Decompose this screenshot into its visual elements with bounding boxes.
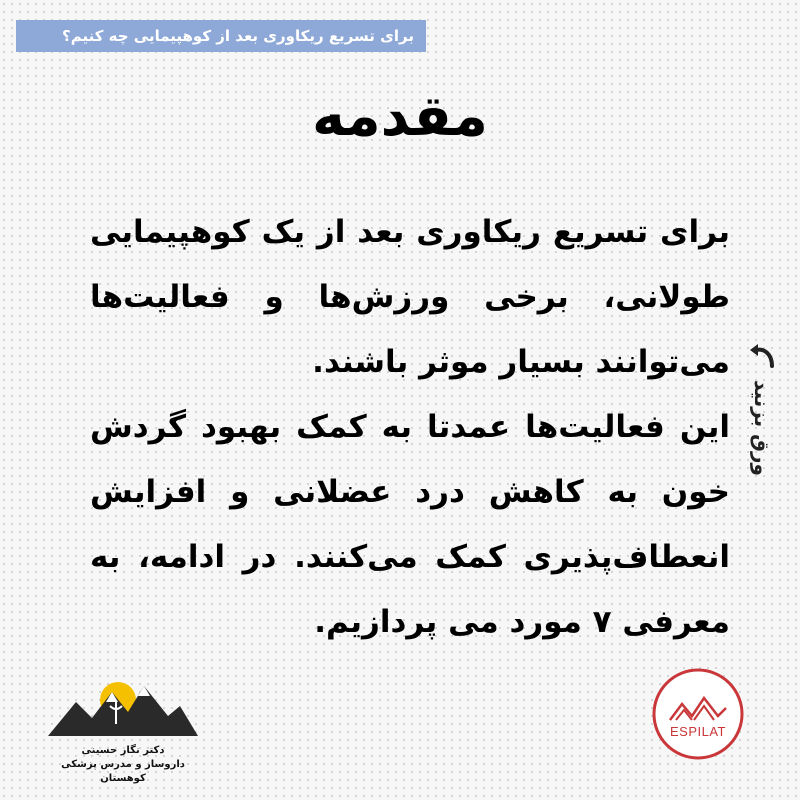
header-text: برای تسریع ریکاوری بعد از کوهپیمایی چه کنیم؟: [62, 27, 414, 45]
page-title: مقدمه: [312, 84, 488, 149]
body-text: [90, 200, 730, 655]
brand-left: [48, 672, 198, 782]
header-bar: [16, 20, 426, 52]
brand-right: [648, 664, 748, 764]
swipe-hint[interactable]: [742, 340, 782, 540]
author-subtitle: داروساز و مدرس پزشکی کوهستان: [61, 759, 185, 784]
paragraph-1: برای تسریع ریکاوری بعد از یک کوهپیمایی طولانی، برخی ورزش‌ها و فعالیت‌ها می‌توانند بسیار موثر باشند.: [90, 214, 730, 380]
paragraph-2: این فعالیت‌ها عمدتا به کمک بهبود گردش خون به کاهش درد عضلانی و افزایش انعطاف‌پذیری کمک می‌کنند. در ادامه، به معرفی ۷ مورد می پردازیم.: [90, 409, 730, 640]
swipe-label: ورق بزنید: [750, 380, 774, 476]
mountain-logo-icon: [48, 672, 198, 742]
espilat-logo-icon: [648, 664, 748, 764]
author-name: دکتر نگار حسینی: [81, 745, 165, 756]
brand-word: ESPILAT: [669, 724, 726, 739]
swipe-arrow-icon: [744, 340, 780, 376]
